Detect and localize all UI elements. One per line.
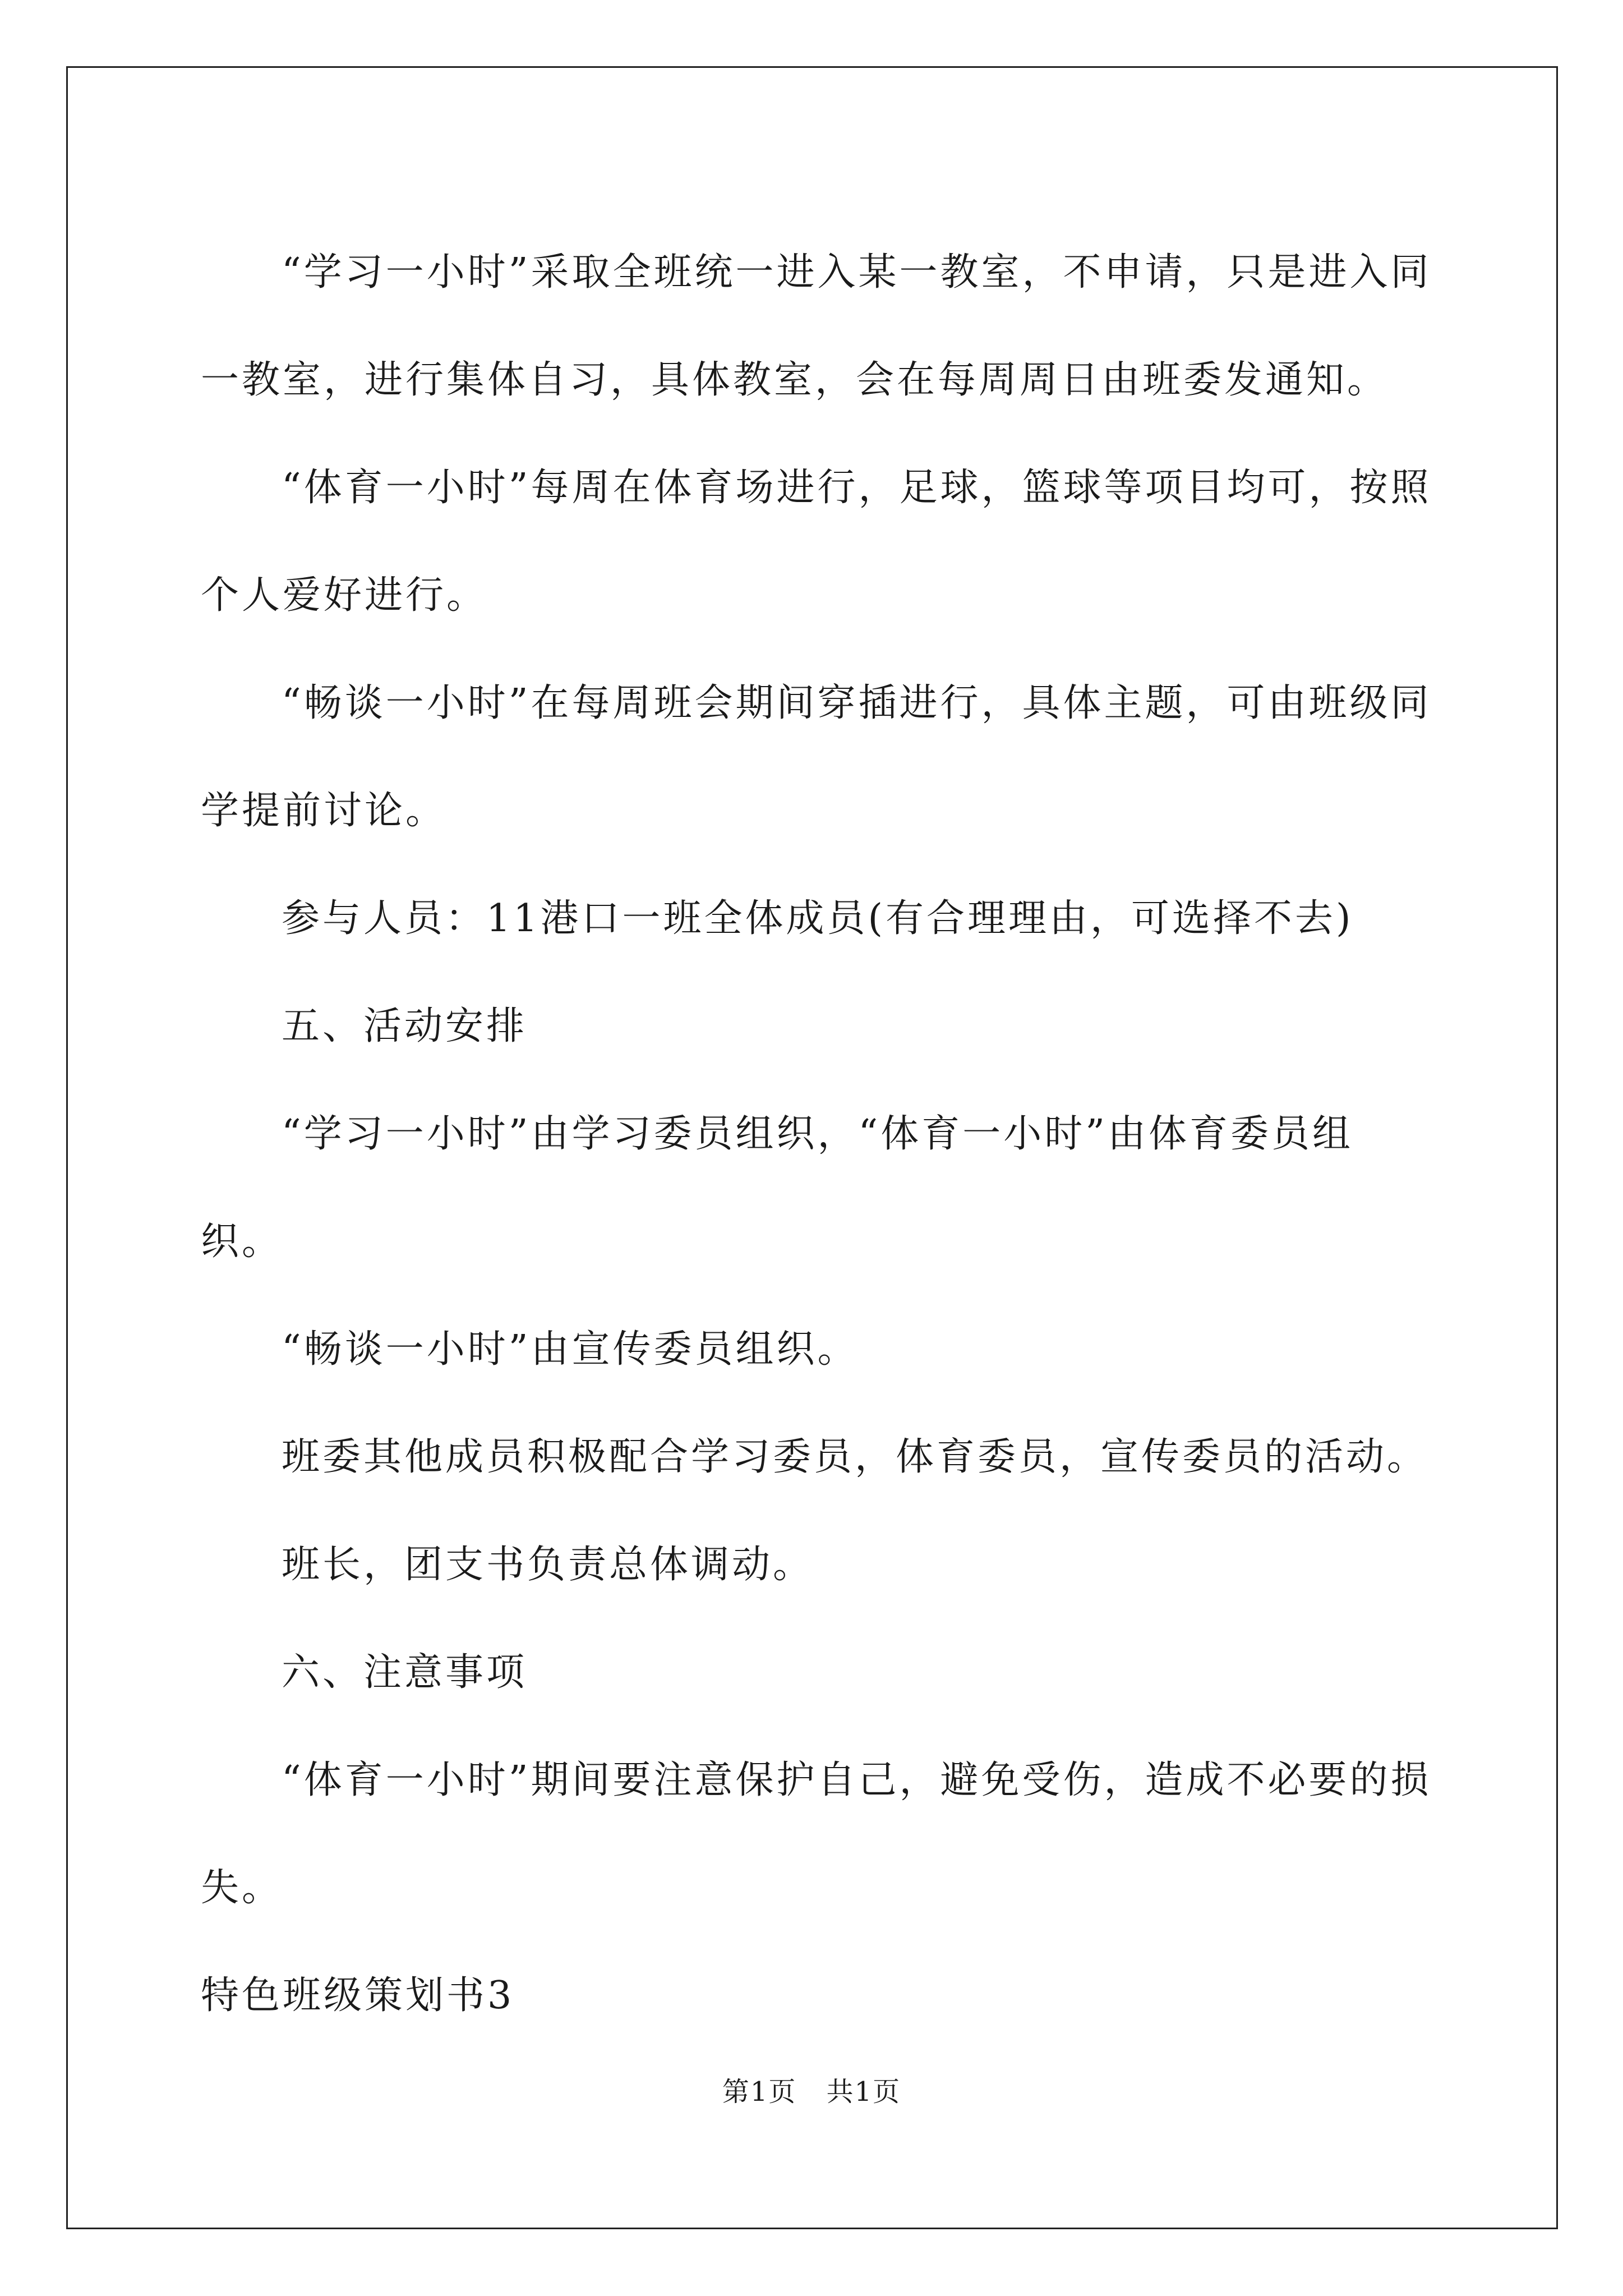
paragraph-committee-support: 班委其他成员积极配合学习委员，体育委员，宣传委员的活动。	[282, 1435, 1428, 1479]
paragraph-leaders: 班长，团支书负责总体调动。	[282, 1543, 814, 1587]
page-footer	[0, 2070, 1623, 2109]
paragraph-study-hour: “学习一小时”采取全班统一进入某一教室，不申请，只是进入同一教室，进行集体自习，具体教室，会在每周周日由班委发通知。	[201, 250, 1432, 402]
document-body	[201, 219, 1435, 2050]
heading-precautions: 六、注意事项	[282, 1650, 528, 1695]
paragraph-talk-organizer: “畅谈一小时”由宣传委员组织。	[282, 1327, 859, 1372]
paragraph-organizers: “学习一小时”由学习委员组织，“体育一小时”由体育委员组织。	[201, 1112, 1354, 1264]
paragraph-participants: 参与人员：11港口一班全体成员(有合理理由，可选择不去)	[282, 896, 1354, 941]
section-title-plan-3: 特色班级策划书3	[201, 1973, 515, 2018]
footer-current-page: 第1页	[722, 2076, 797, 2108]
paragraph-talk-hour: “畅谈一小时”在每周班会期间穿插进行，具体主题，可由班级同学提前讨论。	[201, 681, 1432, 833]
paragraph-sports-hour: “体育一小时”每周在体育场进行，足球，篮球等项目均可，按照个人爱好进行。	[201, 466, 1432, 618]
heading-activity-arrangement: 五、活动安排	[282, 1004, 528, 1048]
footer-total-pages: 共1页	[826, 2076, 901, 2108]
paragraph-safety-note: “体育一小时”期间要注意保护自己，避免受伤，造成不必要的损失。	[201, 1758, 1432, 1910]
